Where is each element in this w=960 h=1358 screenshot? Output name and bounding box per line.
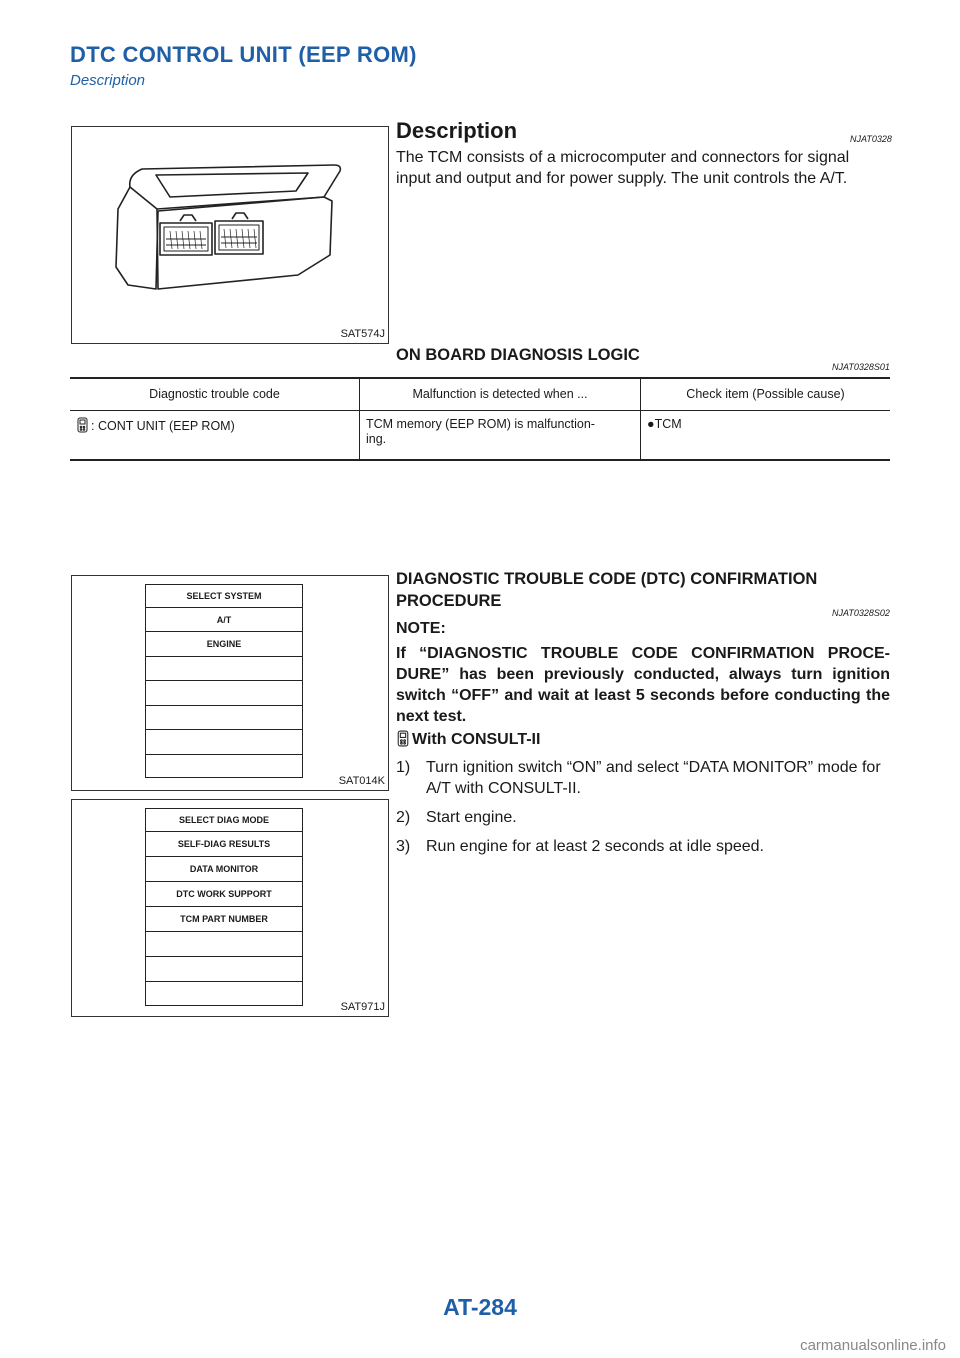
select-system-screen (145, 584, 303, 778)
description-line-2: input and output and for power supply. The unit controls the A/T. (396, 170, 848, 187)
screen-row (146, 932, 302, 957)
col-dtc: Diagnostic trouble code (70, 378, 360, 411)
select-system-figure (71, 575, 389, 791)
consult-label: With CONSULT-II (412, 731, 541, 748)
tcm-figure (71, 126, 389, 344)
description-ref: NJAT0328 (850, 134, 892, 144)
screen-row (146, 982, 302, 1005)
col-malfunction: Malfunction is detected when ... (360, 378, 641, 411)
tcm-unit-illustration (72, 127, 388, 343)
table-row (70, 411, 890, 461)
page-header (70, 42, 417, 89)
dtc-code: : CONT UNIT (EEP ROM) (91, 419, 235, 433)
bullet: ● (647, 417, 655, 431)
screen-row (146, 755, 302, 777)
list-item (396, 836, 890, 857)
page-number: AT-284 (443, 1294, 517, 1320)
check-item: TCM (654, 417, 682, 431)
screen-row: SELF-DIAG RESULTS (146, 832, 302, 857)
procedure-steps (396, 757, 890, 865)
malfunction-cell (360, 411, 641, 461)
note-text: If “DIAGNOSTIC TROUBLE CODE CONFIRMATION PROCE- DURE” has been previously conducted, always turn ignition switch “OFF” and wait at least 5 seconds before conducting the next test. (396, 645, 890, 725)
step-number: 2) (396, 809, 411, 826)
dtc-cell (70, 411, 360, 461)
obd-table-header (70, 378, 890, 411)
screen-row: ENGINE (146, 632, 302, 657)
screen-row (146, 657, 302, 681)
footer-site: carmanualsonline.info (800, 1337, 946, 1354)
screen-row: SELECT SYSTEM (146, 585, 302, 608)
list-item (396, 757, 890, 799)
malfunction-line-2: ing. (366, 432, 387, 446)
screen-row (146, 706, 302, 730)
check-cell (641, 411, 891, 461)
obd-table (70, 377, 890, 461)
step-text: Run engine for at least 2 seconds at idle speed. (426, 838, 764, 855)
screen-row: A/T (146, 608, 302, 632)
step-number: 3) (396, 838, 411, 855)
consult-line (396, 730, 540, 752)
dtc-heading-line-2: PROCEDURE (396, 592, 502, 610)
description-heading: Description (396, 118, 518, 143)
note-label: NOTE: (396, 620, 446, 637)
header-title: DTC CONTROL UNIT (EEP ROM) (70, 42, 417, 67)
obd-heading: ON BOARD DIAGNOSIS LOGIC (396, 346, 640, 364)
consult-icon (76, 417, 89, 437)
malfunction-line-1: TCM memory (EEP ROM) is malfunction- (366, 417, 595, 431)
figure-code: SAT014K (338, 775, 385, 787)
screen-row (146, 681, 302, 706)
header-subtitle: Description (70, 72, 146, 89)
screen-row: DTC WORK SUPPORT (146, 882, 302, 907)
description-line-1: The TCM consists of a microcomputer and connectors for signal (396, 149, 850, 166)
dtc-ref: NJAT0328S02 (832, 608, 890, 618)
dtc-heading (396, 568, 817, 612)
step-text: Turn ignition switch “ON” and select “DATA MONITOR” mode for A/T with CONSULT-II. (426, 759, 881, 797)
consult-icon (396, 730, 410, 752)
col-check-item: Check item (Possible cause) (641, 378, 891, 411)
step-text: Start engine. (426, 809, 517, 826)
screen-row (146, 957, 302, 982)
select-diag-mode-figure (71, 799, 389, 1017)
step-number: 1) (396, 759, 411, 776)
figure-code: SAT971J (340, 1001, 385, 1013)
obd-ref: NJAT0328S01 (832, 362, 890, 372)
list-item (396, 807, 890, 828)
screen-row: SELECT DIAG MODE (146, 809, 302, 832)
screen-row (146, 730, 302, 755)
select-diag-mode-screen (145, 808, 303, 1006)
dtc-heading-line-1: DIAGNOSTIC TROUBLE CODE (DTC) CONFIRMATION (396, 570, 818, 588)
screen-row: DATA MONITOR (146, 857, 302, 882)
figure-code: SAT574J (340, 328, 385, 340)
screen-row: TCM PART NUMBER (146, 907, 302, 932)
